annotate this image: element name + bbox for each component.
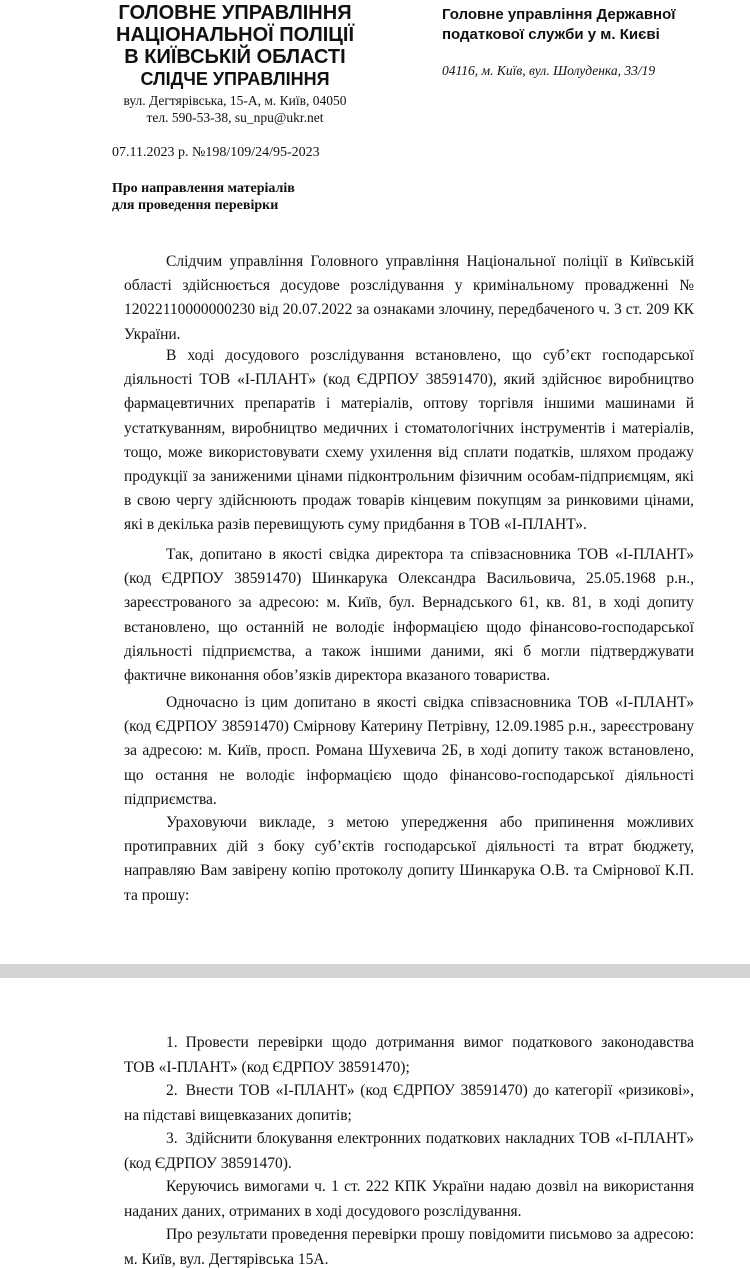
request-item [124,1078,694,1128]
header-department: СЛІДЧЕ УПРАВЛІННЯ [140,69,330,89]
request-item [124,1126,694,1176]
recipient-line2: податкової служби у м. Києві [442,26,660,43]
header-agency-line3: В КИЇВСЬКІЙ ОБЛАСТІ [124,46,346,68]
request-number: 1. [166,1034,178,1051]
date-reference: 07.11.2023 р. №198/109/24/95-2023 [112,145,320,160]
header-contacts: тел. 590-53-38, su_npu@ukr.net [146,110,324,125]
request-number: 2. [166,1082,178,1099]
closing-authorization: Керуючись вимогами ч. 1 ст. 222 КПК України надаю дозвіл на використання наданих даних, отриманих в ході досудового розслідування. [124,1178,694,1220]
closing-results-request: Про результати проведення перевірки прошу повідомити письмово за адресою: м. Київ, вул. Дегтярівська 15А. [124,1226,694,1268]
recipient-line1: Головне управління Державної [442,6,676,23]
subject-line1: Про направлення матеріалів [112,181,295,196]
subject-line2: для проведення перевірки [112,198,279,213]
header-address: вул. Дегтярівська, 15-А, м. Київ, 04050 [123,93,347,108]
header-agency-line1: ГОЛОВНЕ УПРАВЛІННЯ [118,2,352,24]
paragraph-request-intro: Ураховуючи викладе, з метою упередження або припинення можливих протиправних дій з боку суб’єктів господарської діяльності та втрат бюджету, направляю Вам завірену копію протоколу допиту Шинкарука О.В. та Смірнової К.П. та прошу: [124,814,694,904]
request-number: 3. [166,1130,178,1147]
paragraph-intro: Слідчим управління Головного управління Національної поліції в Київській області здійснюється досудове розслідування у кримінальному провадженні № 12022110000000230 від 20.07.2022 за ознаками злочину, передбаченого ч. 3 ст. 209 КК України. [124,253,694,343]
request-item [124,1030,694,1080]
paragraph-cofounder-testimony: Одночасно із цим допитано в якості свідка співзасновника ТОВ «І-ПЛАНТ» (код ЄДРПОУ 38591470) Смірнову Катерину Петрівну, 12.09.1985 р.н., зареєстровану за адресою: м. Київ, просп. Романа Шухевича 2Б, в ході допиту також встановлено, що остання не володіє інформацією щодо фінансово-господарської діяльності підприємства. [124,694,694,808]
document-page-2 [0,978,750,1268]
request-text: Провести перевірки щодо дотримання вимог податкового законодавства ТОВ «І-ПЛАНТ» (код ЄДРПОУ 38591470); [124,1034,694,1076]
request-text: Внести ТОВ «І-ПЛАНТ» (код ЄДРПОУ 38591470) до категорії «ризикові», на підставі вищевказаних допитів; [124,1082,694,1124]
paragraph-director-testimony: Так, допитано в якості свідка директора та співзасновника ТОВ «І-ПЛАНТ» (код ЄДРПОУ 38591470) Шинкарука Олександра Васильовича, 25.05.1968 р.н., зареєстрованого за адресою: м. Київ, бул. Вернадського 61, кв. 81, в ході допиту встановлено, що останній не володіє інформацією щодо фінансово-господарської діяльності підприємства, а також іншими даними, які б могли підтверджувати фактичне виконання обов’язків директора вказаного товариства. [124,546,694,685]
paragraph-findings: В ході досудового розслідування встановлено, що суб’єкт господарської діяльності ТОВ «І-ПЛАНТ» (код ЄДРПОУ 38591470), який здійснює виробництво фармацевтичних препаратів і матеріалів, оптову торгівля іншими машинами й устаткуванням, виробництво медичних і стоматологічних інструментів і матеріалів, тощо, може використовувати схему ухилення від сплати податків, шляхом продажу продукції за заниженими цінами підконтрольним фізичним особам-підприємцям, які в свою чергу здійснюють продаж товарів кінцевим покупцям за ринковими цінами, які в декілька разів перевищують суму придбання в ТОВ «І-ПЛАНТ». [124,347,694,534]
header-agency-line2: НАЦІОНАЛЬНОЇ ПОЛІЦІЇ [116,24,354,46]
request-text: Здійснити блокування електронних податкових накладних ТОВ «І-ПЛАНТ» (код ЄДРПОУ 38591470). [124,1130,694,1172]
recipient-address: 04116, м. Київ, вул. Шолуденка, 33/19 [442,63,656,78]
